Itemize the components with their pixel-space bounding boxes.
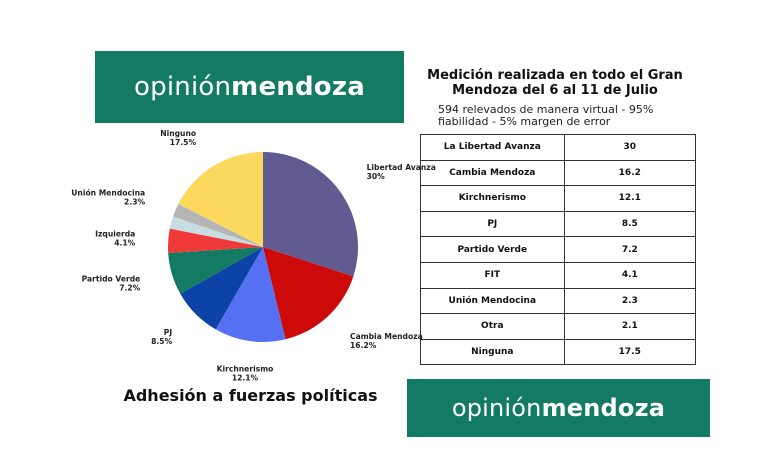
pie-slice-label: Partido Verde 7.2% [81,274,141,293]
party-cell: Partido Verde [421,237,565,263]
pie-slice-label: PJ 8.5% [151,328,173,347]
results-table [420,134,696,365]
party-cell: Ninguna [421,339,565,365]
table-row [421,339,696,365]
value-cell: 16.2 [564,160,695,186]
pie-chart [71,128,436,383]
table-title-line2: Mendoza del 6 al 11 de Julio [452,83,658,98]
party-cell: Cambia Mendoza [421,160,565,186]
party-cell: Otra [421,314,565,340]
pie-slice-label: Unión Mendocina 2.3% [71,188,146,207]
brand-logo-bold: mendoza [231,72,365,102]
pie-slice-label: Libertad Avanza 30% [366,162,436,181]
value-cell: 30 [564,135,695,161]
brand-logo-light: opinión [451,394,542,422]
table-subtitle [438,104,688,128]
pie-slice-label: Cambia Mendoza 16.2% [350,331,423,350]
table-subtitle-line1: 594 relevados de manera virtual - 95% [438,103,654,116]
brand-logo-bottom [407,379,710,437]
value-cell: 4.1 [564,262,695,288]
pie-slice-label: Ninguno 17.5% [160,128,197,147]
brand-logo-light: opinión [134,72,232,102]
table-row [421,262,696,288]
brand-logo-top [95,51,404,123]
party-cell: PJ [421,211,565,237]
value-cell: 12.1 [564,186,695,212]
table-row [421,211,696,237]
table-row [421,160,696,186]
chart-title: Adhesión a fuerzas políticas [123,386,378,405]
party-cell: Kirchnerismo [421,186,565,212]
value-cell: 7.2 [564,237,695,263]
value-cell: 17.5 [564,339,695,365]
pie-slice-label: Izquierda 4.1% [95,229,136,248]
table-row [421,186,696,212]
table-row [421,135,696,161]
table-title [420,68,690,98]
table-row [421,314,696,340]
pie-slice-label: Kirchnerismo 12.1% [216,364,274,383]
table-row [421,237,696,263]
value-cell: 2.1 [564,314,695,340]
party-cell: La Libertad Avanza [421,135,565,161]
value-cell: 8.5 [564,211,695,237]
table-title-line1: Medición realizada en todo el Gran [427,68,683,83]
brand-logo-bold: mendoza [541,394,666,422]
party-cell: FIT [421,262,565,288]
value-cell: 2.3 [564,288,695,314]
party-cell: Unión Mendocina [421,288,565,314]
table-subtitle-line2: fiabilidad - 5% margen de error [438,115,611,128]
table-row [421,288,696,314]
